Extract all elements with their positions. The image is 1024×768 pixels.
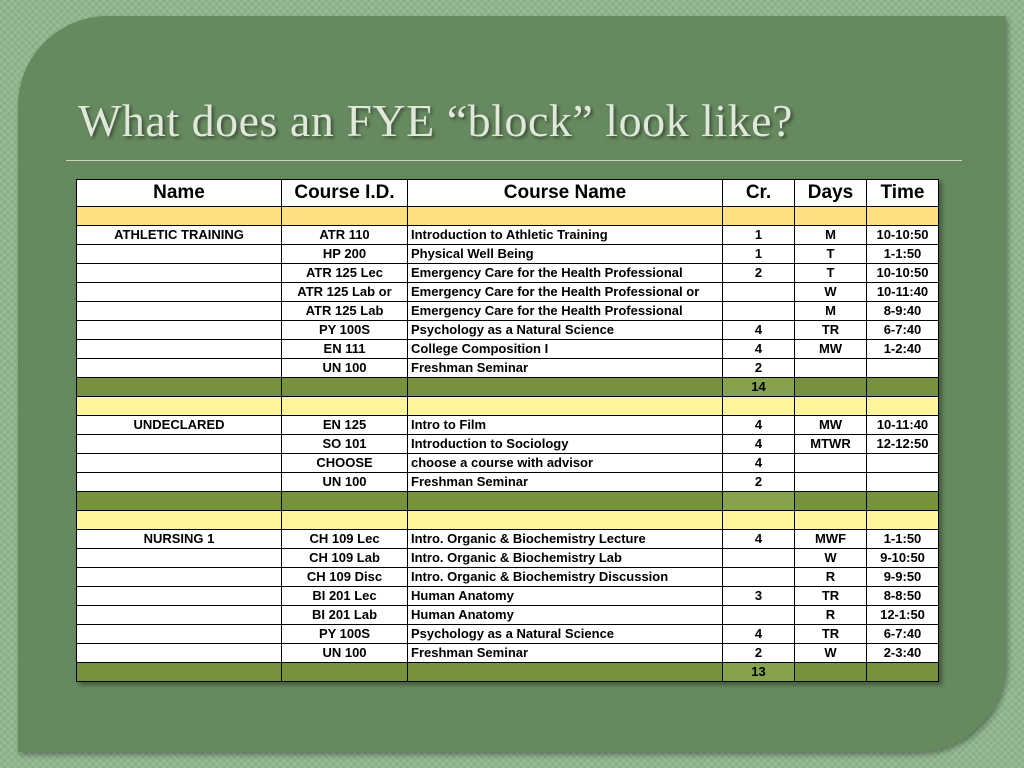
time-cell: 8-9:40 bbox=[867, 302, 939, 321]
slide-panel bbox=[18, 16, 1006, 752]
total-credits-cell bbox=[723, 492, 795, 511]
course-name-cell: Intro. Organic & Biochemistry Discussion bbox=[408, 568, 723, 587]
total-empty-cell bbox=[77, 378, 282, 397]
spacer-cell bbox=[77, 207, 282, 226]
time-cell: 9-9:50 bbox=[867, 568, 939, 587]
credits-cell: 2 bbox=[723, 644, 795, 663]
total-empty-cell bbox=[408, 663, 723, 682]
course-id-cell: CHOOSE bbox=[282, 454, 408, 473]
course-name-cell: Introduction to Sociology bbox=[408, 435, 723, 454]
total-empty-cell bbox=[77, 492, 282, 511]
total-empty-cell bbox=[77, 663, 282, 682]
total-empty-cell bbox=[282, 378, 408, 397]
course-id-cell: PY 100S bbox=[282, 321, 408, 340]
time-cell: 1-1:50 bbox=[867, 530, 939, 549]
spacer-cell bbox=[723, 397, 795, 416]
time-cell: 12-12:50 bbox=[867, 435, 939, 454]
name-cell bbox=[77, 245, 282, 264]
days-cell: R bbox=[795, 606, 867, 625]
table-row bbox=[77, 568, 939, 587]
time-cell bbox=[867, 359, 939, 378]
total-row bbox=[77, 492, 939, 511]
total-empty-cell bbox=[408, 378, 723, 397]
days-cell: TR bbox=[795, 321, 867, 340]
header-course-id: Course I.D. bbox=[282, 180, 408, 207]
slide-title: What does an FYE “block” look like? bbox=[78, 95, 793, 146]
schedule-table-container bbox=[76, 179, 939, 682]
name-cell bbox=[77, 625, 282, 644]
total-empty-cell bbox=[867, 378, 939, 397]
time-cell bbox=[867, 473, 939, 492]
course-name-cell: Freshman Seminar bbox=[408, 359, 723, 378]
credits-cell: 4 bbox=[723, 625, 795, 644]
total-empty-cell bbox=[408, 492, 723, 511]
table-row bbox=[77, 226, 939, 245]
name-cell bbox=[77, 340, 282, 359]
course-name-cell: Intro to Film bbox=[408, 416, 723, 435]
spacer-cell bbox=[408, 511, 723, 530]
total-row bbox=[77, 378, 939, 397]
block-name-cell: NURSING 1 bbox=[77, 530, 282, 549]
days-cell: W bbox=[795, 283, 867, 302]
credits-cell: 2 bbox=[723, 473, 795, 492]
course-id-cell: ATR 110 bbox=[282, 226, 408, 245]
table-row bbox=[77, 606, 939, 625]
days-cell: TR bbox=[795, 625, 867, 644]
days-cell: MW bbox=[795, 340, 867, 359]
days-cell: TR bbox=[795, 587, 867, 606]
days-cell bbox=[795, 454, 867, 473]
name-cell bbox=[77, 321, 282, 340]
table-row bbox=[77, 321, 939, 340]
total-empty-cell bbox=[867, 663, 939, 682]
credits-cell: 1 bbox=[723, 226, 795, 245]
time-cell: 6-7:40 bbox=[867, 321, 939, 340]
spacer-cell bbox=[77, 397, 282, 416]
course-id-cell: PY 100S bbox=[282, 625, 408, 644]
total-empty-cell bbox=[282, 492, 408, 511]
course-name-cell: Emergency Care for the Health Professional bbox=[408, 264, 723, 283]
days-cell: MW bbox=[795, 416, 867, 435]
table-row bbox=[77, 473, 939, 492]
credits-cell: 4 bbox=[723, 416, 795, 435]
days-cell: T bbox=[795, 245, 867, 264]
time-cell: 10-11:40 bbox=[867, 283, 939, 302]
name-cell bbox=[77, 473, 282, 492]
time-cell: 1-2:40 bbox=[867, 340, 939, 359]
course-name-cell: Psychology as a Natural Science bbox=[408, 321, 723, 340]
course-name-cell: Freshman Seminar bbox=[408, 644, 723, 663]
name-cell bbox=[77, 644, 282, 663]
course-id-cell: SO 101 bbox=[282, 435, 408, 454]
credits-cell: 4 bbox=[723, 340, 795, 359]
time-cell: 2-3:40 bbox=[867, 644, 939, 663]
credits-cell: 4 bbox=[723, 435, 795, 454]
time-cell: 9-10:50 bbox=[867, 549, 939, 568]
name-cell bbox=[77, 549, 282, 568]
table-row bbox=[77, 530, 939, 549]
spacer-cell bbox=[77, 511, 282, 530]
course-id-cell: HP 200 bbox=[282, 245, 408, 264]
credits-cell bbox=[723, 302, 795, 321]
days-cell: R bbox=[795, 568, 867, 587]
time-cell: 12-1:50 bbox=[867, 606, 939, 625]
course-id-cell: ATR 125 Lab or bbox=[282, 283, 408, 302]
table-row bbox=[77, 435, 939, 454]
block-spacer-row bbox=[77, 207, 939, 226]
credits-cell bbox=[723, 549, 795, 568]
course-name-cell: Emergency Care for the Health Professional or bbox=[408, 283, 723, 302]
spacer-cell bbox=[795, 511, 867, 530]
credits-cell: 4 bbox=[723, 321, 795, 340]
course-name-cell: Human Anatomy bbox=[408, 587, 723, 606]
credits-cell: 2 bbox=[723, 264, 795, 283]
time-cell: 1-1:50 bbox=[867, 245, 939, 264]
spacer-cell bbox=[867, 511, 939, 530]
total-empty-cell bbox=[867, 492, 939, 511]
time-cell: 10-10:50 bbox=[867, 226, 939, 245]
table-row bbox=[77, 454, 939, 473]
course-name-cell: Physical Well Being bbox=[408, 245, 723, 264]
total-credits-cell: 14 bbox=[723, 378, 795, 397]
table-header-row bbox=[77, 180, 939, 207]
spacer-cell bbox=[282, 207, 408, 226]
credits-cell: 3 bbox=[723, 587, 795, 606]
spacer-cell bbox=[795, 397, 867, 416]
credits-cell bbox=[723, 606, 795, 625]
table-row bbox=[77, 625, 939, 644]
course-id-cell: ATR 125 Lec bbox=[282, 264, 408, 283]
total-empty-cell bbox=[282, 663, 408, 682]
spacer-cell bbox=[408, 207, 723, 226]
course-id-cell: BI 201 Lab bbox=[282, 606, 408, 625]
table-row bbox=[77, 264, 939, 283]
spacer-cell bbox=[723, 207, 795, 226]
course-id-cell: CH 109 Disc bbox=[282, 568, 408, 587]
course-name-cell: Intro. Organic & Biochemistry Lecture bbox=[408, 530, 723, 549]
spacer-cell bbox=[408, 397, 723, 416]
table-row bbox=[77, 340, 939, 359]
credits-cell bbox=[723, 283, 795, 302]
days-cell: W bbox=[795, 644, 867, 663]
table-row bbox=[77, 644, 939, 663]
time-cell: 10-11:40 bbox=[867, 416, 939, 435]
total-empty-cell bbox=[795, 378, 867, 397]
table-row bbox=[77, 302, 939, 321]
block-name-cell: UNDECLARED bbox=[77, 416, 282, 435]
days-cell: MWF bbox=[795, 530, 867, 549]
spacer-cell bbox=[282, 511, 408, 530]
days-cell: T bbox=[795, 264, 867, 283]
name-cell bbox=[77, 587, 282, 606]
days-cell: M bbox=[795, 302, 867, 321]
credits-cell: 4 bbox=[723, 530, 795, 549]
time-cell: 6-7:40 bbox=[867, 625, 939, 644]
course-id-cell: CH 109 Lec bbox=[282, 530, 408, 549]
total-empty-cell bbox=[795, 492, 867, 511]
header-course-name: Course Name bbox=[408, 180, 723, 207]
name-cell bbox=[77, 302, 282, 321]
credits-cell: 1 bbox=[723, 245, 795, 264]
course-id-cell: UN 100 bbox=[282, 644, 408, 663]
days-cell bbox=[795, 473, 867, 492]
table-row bbox=[77, 587, 939, 606]
name-cell bbox=[77, 283, 282, 302]
credits-cell bbox=[723, 568, 795, 587]
block-spacer-row bbox=[77, 397, 939, 416]
credits-cell: 2 bbox=[723, 359, 795, 378]
title-divider bbox=[66, 160, 962, 161]
time-cell: 8-8:50 bbox=[867, 587, 939, 606]
course-id-cell: BI 201 Lec bbox=[282, 587, 408, 606]
spacer-cell bbox=[867, 397, 939, 416]
total-credits-cell: 13 bbox=[723, 663, 795, 682]
days-cell: MTWR bbox=[795, 435, 867, 454]
course-id-cell: ATR 125 Lab bbox=[282, 302, 408, 321]
spacer-cell bbox=[867, 207, 939, 226]
name-cell bbox=[77, 568, 282, 587]
course-name-cell: Freshman Seminar bbox=[408, 473, 723, 492]
course-name-cell: Human Anatomy bbox=[408, 606, 723, 625]
name-cell bbox=[77, 606, 282, 625]
table-row bbox=[77, 549, 939, 568]
course-name-cell: Introduction to Athletic Training bbox=[408, 226, 723, 245]
header-days: Days bbox=[795, 180, 867, 207]
header-time: Time bbox=[867, 180, 939, 207]
course-id-cell: UN 100 bbox=[282, 359, 408, 378]
schedule-table bbox=[76, 179, 939, 682]
time-cell bbox=[867, 454, 939, 473]
course-name-cell: Intro. Organic & Biochemistry Lab bbox=[408, 549, 723, 568]
total-row bbox=[77, 663, 939, 682]
table-row bbox=[77, 245, 939, 264]
name-cell bbox=[77, 359, 282, 378]
credits-cell: 4 bbox=[723, 454, 795, 473]
course-name-cell: Emergency Care for the Health Professional bbox=[408, 302, 723, 321]
block-spacer-row bbox=[77, 511, 939, 530]
spacer-cell bbox=[282, 397, 408, 416]
course-name-cell: choose a course with advisor bbox=[408, 454, 723, 473]
table-body bbox=[77, 207, 939, 682]
course-name-cell: College Composition I bbox=[408, 340, 723, 359]
table-row bbox=[77, 416, 939, 435]
spacer-cell bbox=[795, 207, 867, 226]
name-cell bbox=[77, 435, 282, 454]
header-credits: Cr. bbox=[723, 180, 795, 207]
name-cell bbox=[77, 454, 282, 473]
table-row bbox=[77, 283, 939, 302]
name-cell bbox=[77, 264, 282, 283]
days-cell bbox=[795, 359, 867, 378]
spacer-cell bbox=[723, 511, 795, 530]
days-cell: W bbox=[795, 549, 867, 568]
total-empty-cell bbox=[795, 663, 867, 682]
course-id-cell: EN 125 bbox=[282, 416, 408, 435]
course-id-cell: EN 111 bbox=[282, 340, 408, 359]
course-id-cell: CH 109 Lab bbox=[282, 549, 408, 568]
time-cell: 10-10:50 bbox=[867, 264, 939, 283]
days-cell: M bbox=[795, 226, 867, 245]
course-id-cell: UN 100 bbox=[282, 473, 408, 492]
header-name: Name bbox=[77, 180, 282, 207]
table-row bbox=[77, 359, 939, 378]
course-name-cell: Psychology as a Natural Science bbox=[408, 625, 723, 644]
block-name-cell: ATHLETIC TRAINING bbox=[77, 226, 282, 245]
